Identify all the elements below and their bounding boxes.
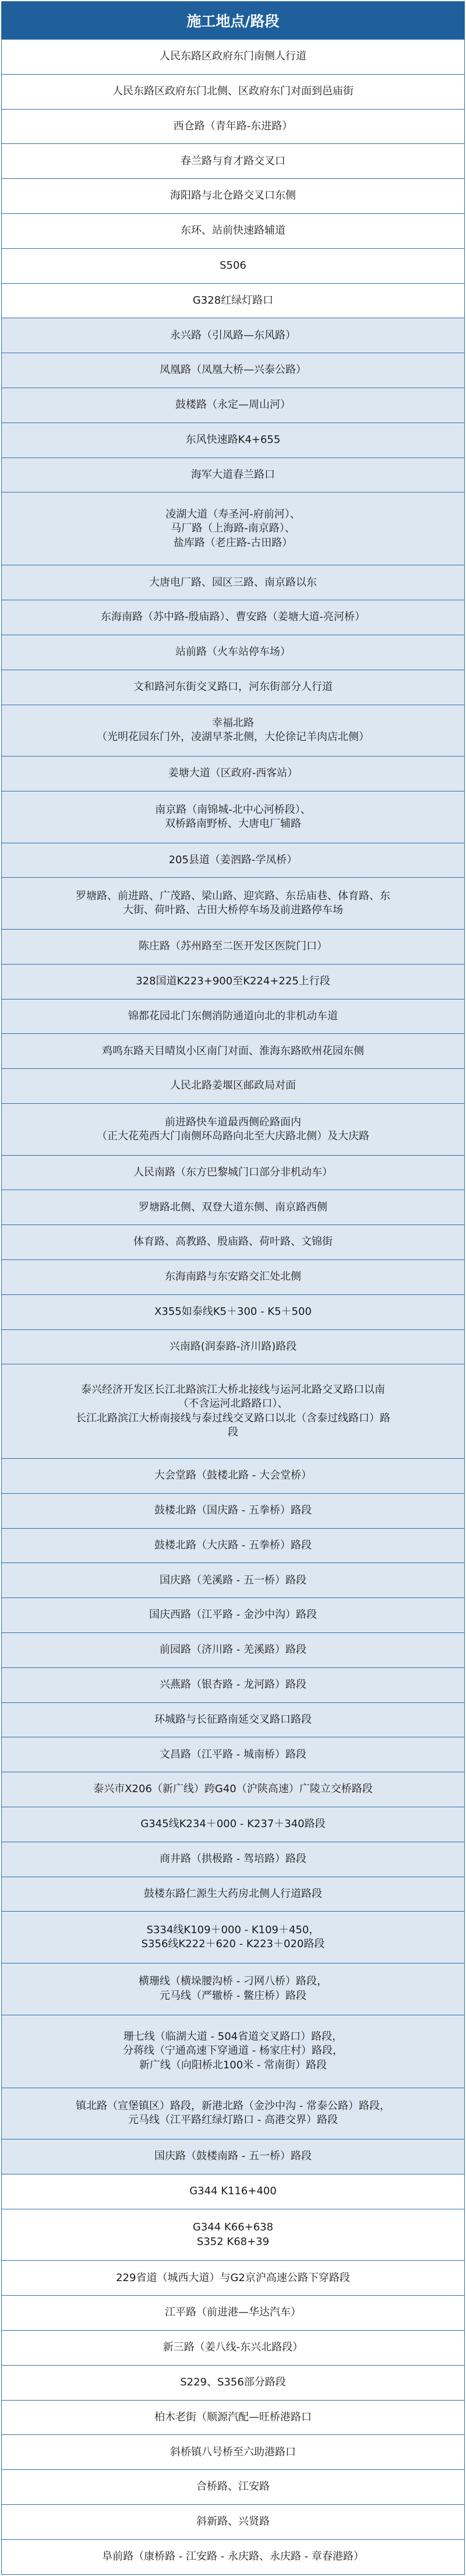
row-text: X355如泰线K5＋300 - K5＋500	[154, 1305, 312, 1318]
row-text: 大街、荷叶路、古田大桥停车场及前进路停车场	[123, 904, 343, 917]
table-row	[2, 2331, 464, 2366]
row-text: 人民南路（东方巴黎城门口部分非机动车）	[133, 1166, 333, 1178]
row-text: G328红绿灯路口	[192, 294, 274, 307]
row-text: 罗塘路、前进路、广茂路、梁山路、迎宾路、东岳庙巷、体育路、东	[76, 889, 390, 902]
row-text: 人民东路区政府东门北侧、区政府东门对面到邑庙街	[112, 85, 354, 98]
row-text: 罗塘路北侧、双登大道东侧、南京路西侧	[139, 1201, 327, 1213]
table-row	[2, 1807, 464, 1842]
table-row	[2, 1225, 464, 1260]
row-text: 鼓楼北路（国庆路 - 五拳桥）路段	[154, 1504, 312, 1516]
table-row	[2, 75, 464, 110]
row-text: 元马线（江平路红绿灯路口 - 高港交界）路段	[128, 2114, 338, 2127]
row-text: 205县道（姜泗路-学凤桥）	[168, 853, 298, 866]
table-row	[2, 791, 464, 843]
table-row	[2, 214, 464, 249]
table-row	[2, 1260, 464, 1295]
row-text: S229、S356部分路段	[180, 2376, 286, 2389]
row-text: 合桥路、江安路	[196, 2480, 270, 2493]
row-text: 328国道K223+900至K224+225上行段	[136, 975, 330, 988]
table-row	[2, 1772, 464, 1807]
row-text: 段	[228, 1426, 238, 1438]
table-row	[2, 1494, 464, 1529]
row-text: 环城路与长征路南延交叉路口路段	[154, 1713, 312, 1726]
row-text: 阜前路（康桥路 - 江安路 - 永庆路、永庆路 - 章春港路）	[102, 2550, 364, 2563]
table-row	[2, 284, 464, 319]
table-row	[2, 600, 464, 635]
row-text: 盐库路（老庄路-古田路）	[173, 536, 293, 549]
row-text: 双桥路南野桥、大唐电厂辅路	[165, 817, 301, 830]
row-text: 西仓路（青年路-东进路）	[173, 119, 293, 132]
row-text: 柏木老街（顺源汽配—旺桥港路口	[154, 2410, 312, 2423]
table-row	[2, 2209, 464, 2261]
table-row	[2, 353, 464, 388]
row-text: 东风快速路K4+655	[185, 434, 281, 446]
table-row	[2, 2296, 464, 2331]
row-text: 前进路快车道最西侧砼路面内	[165, 1115, 301, 1128]
table-row	[2, 1156, 464, 1191]
row-text: 锦都花园北门东侧消防通道向北的非机动车道	[128, 1009, 338, 1022]
row-text: 凤凰路（凤凰大桥—兴泰公路）	[160, 364, 306, 376]
table-row	[2, 2261, 464, 2296]
table-row	[2, 1190, 464, 1225]
row-text: 文和路河东街交叉路口，河东街部分人行道	[133, 681, 333, 694]
table-row	[2, 705, 464, 757]
table-row	[2, 1963, 464, 2015]
row-text: 前园路（济川路 - 羌溪路）路段	[160, 1644, 306, 1656]
table-row	[2, 144, 464, 179]
table-row	[2, 1364, 464, 1459]
row-text: S334线K109＋000 - K109＋450，	[146, 1923, 320, 1936]
row-text: G344 K116+400	[189, 2185, 277, 2198]
row-text: （不含运河北路路口）、	[178, 1398, 288, 1410]
table-row	[2, 1842, 464, 1877]
table-row	[2, 1668, 464, 1703]
table-row	[2, 1529, 464, 1564]
table-row	[2, 2088, 464, 2140]
table-row	[2, 1034, 464, 1069]
row-text: 永兴路（引凤路—东风路）	[170, 329, 296, 342]
row-text: 春兰路与育才路交叉口	[181, 154, 285, 167]
row-text: 人民北路姜堰区邮政局对面	[170, 1079, 296, 1092]
row-text: 泰兴市X206（新广线）跨G40（沪陕高速）广陵立交桥路段	[93, 1783, 373, 1796]
row-text: 文昌路（江平路 - 城南桥）路段	[160, 1748, 306, 1761]
row-text: 新三路（姜八线-东兴北路段）	[163, 2341, 303, 2354]
table-row	[2, 179, 464, 214]
row-text: 斜新路、兴贤路	[196, 2515, 270, 2528]
row-text: 泰兴经济开发区长江北路滨江大桥北接线与运河北路交叉路口以南	[81, 1384, 385, 1396]
row-text: 鼓楼路（永定—周山河）	[175, 399, 291, 411]
row-text: 人民东路区政府东门南侧人行道	[160, 50, 306, 63]
table-row	[2, 635, 464, 670]
table-row	[2, 843, 464, 878]
row-text: 马厂路（上海路-南京路）、	[171, 522, 295, 535]
table-row	[2, 670, 464, 705]
row-text: S506	[220, 259, 246, 272]
row-text: 海军大道春兰路口	[191, 468, 275, 481]
row-text: （光明花园东门外，凌湖早茶北侧，大伦徐记羊肉店北侧）	[97, 731, 369, 744]
row-text: 江平路（前进港—华达汽车）	[165, 2306, 301, 2319]
row-text: S352 K68+39	[196, 2235, 270, 2248]
row-text: 凌湖大道（寿圣河-府前河）、	[165, 508, 301, 520]
table-row	[2, 1330, 464, 1365]
table-header: 施工地点/路段	[2, 2, 464, 40]
row-text: 兴南路(润泰路-济川路)路段	[169, 1340, 297, 1353]
table-row	[2, 1598, 464, 1633]
table-row	[2, 965, 464, 1000]
table-row	[2, 565, 464, 600]
row-text: 兴燕路（银杏路 - 龙河路）路段	[160, 1678, 306, 1691]
table-row	[2, 1000, 464, 1034]
construction-table	[1, 1, 465, 2575]
row-text: G345线K234＋000 - K237＋340路段	[140, 1818, 326, 1831]
row-text: 镇北路（宣堡镇区）路段，新港北路（金沙中沟 - 常泰公路）路段，	[76, 2100, 390, 2113]
table-row	[2, 2470, 464, 2505]
row-text: 国庆路（鼓楼南路 - 五一桥）路段	[154, 2150, 312, 2163]
row-text: 珊七线（临湖大道 - 504省道交叉路口）路段，	[123, 2030, 343, 2043]
table-row	[2, 423, 464, 458]
table-row	[2, 40, 464, 75]
table-row	[2, 1877, 464, 1912]
row-text: 横珊线（横垛腰沟桥 - 刁网八桥）路段，	[139, 1975, 327, 1988]
table-row	[2, 388, 464, 423]
row-text: S356线K222＋620 - K223＋020路段	[141, 1938, 325, 1951]
row-text: 大唐电厂路、园区三路、南京路以东	[149, 576, 317, 589]
row-text: 新广线（向阳桥北100米 - 常南街）路段	[139, 2058, 327, 2071]
table-row	[2, 2505, 464, 2540]
row-text: 东海南路（苏中路-殷庙路）、曹安路（姜塘大道-亮河桥）	[101, 611, 365, 624]
table-row	[2, 1104, 464, 1156]
table-row	[2, 2015, 464, 2088]
row-text: 229省道（城西大道）与G2京沪高速公路下穿路段	[116, 2271, 350, 2284]
row-text: 站前路（火车站停车场）	[175, 646, 291, 659]
row-text: 东海南路与东安路交汇处北侧	[165, 1271, 301, 1283]
row-text: 大会堂路（鼓楼北路 - 大会堂桥）	[154, 1469, 312, 1482]
table-row	[2, 249, 464, 284]
table-row	[2, 110, 464, 145]
row-text: 斜桥镇八号桥至六助港路口	[170, 2445, 296, 2458]
table-row	[2, 2139, 464, 2174]
table-row	[2, 878, 464, 930]
table-row	[2, 492, 464, 565]
table-row	[2, 2540, 464, 2574]
row-text: 东环、站前快速路辅道	[181, 224, 285, 237]
table-row	[2, 1633, 464, 1668]
row-text: 体育路、高教路、殷庙路、荷叶路、文锦街	[133, 1236, 333, 1248]
table-row	[2, 756, 464, 791]
table-row	[2, 2366, 464, 2401]
row-text: G344 K66+638	[192, 2221, 274, 2234]
row-text: （正大花苑西大门南侧环岛路向北至大庆路北侧）及大庆路	[97, 1129, 369, 1142]
table-row	[2, 2174, 464, 2209]
row-text: 商井路（拱极路 - 驾培路）路段	[160, 1852, 306, 1865]
table-row	[2, 2401, 464, 2436]
table-row	[2, 1737, 464, 1772]
table-row	[2, 1912, 464, 1963]
row-text: 南京路（南锦城-北中心河桥段）、	[155, 803, 311, 816]
row-text: 陈庄路（苏州路至二医开发区医院门口）	[139, 940, 327, 953]
row-text: 姜塘大道（区政府-西客站）	[168, 767, 298, 780]
table-row	[2, 1563, 464, 1598]
row-text: 元马线（严辙桥 - 鳖庄桥）路段	[160, 1989, 306, 2002]
row-text: 鼓楼东路仁源生大药房北侧人行道路段	[144, 1887, 322, 1900]
table-row	[2, 318, 464, 353]
table-row	[2, 1069, 464, 1104]
table-row	[2, 2435, 464, 2470]
table-row	[2, 930, 464, 965]
row-text: 分蒋线（宁通高速下穿通道 - 杨家庄村）路段，	[123, 2044, 343, 2057]
table-row	[2, 1703, 464, 1738]
row-text: 幸福北路	[212, 717, 254, 730]
row-text: 鼓楼北路（大庆路 - 五拳桥）路段	[154, 1539, 312, 1551]
row-text: 海阳路与北仓路交叉口东侧	[170, 189, 296, 202]
row-text: 鸡鸣东路天目晴岚小区南门对面、淮海东路欧州花园东侧	[102, 1044, 364, 1057]
table-row	[2, 1459, 464, 1494]
table-row	[2, 458, 464, 493]
table-row	[2, 1295, 464, 1330]
row-text: 国庆路（羌溪路 - 五一桥）路段	[160, 1574, 306, 1586]
row-text: 国庆西路（江平路 - 金沙中沟）路段	[149, 1609, 317, 1621]
row-text: 长江北路滨江大桥南接线与泰过线交叉路口以北（含泰过线路口）路	[76, 1412, 390, 1424]
